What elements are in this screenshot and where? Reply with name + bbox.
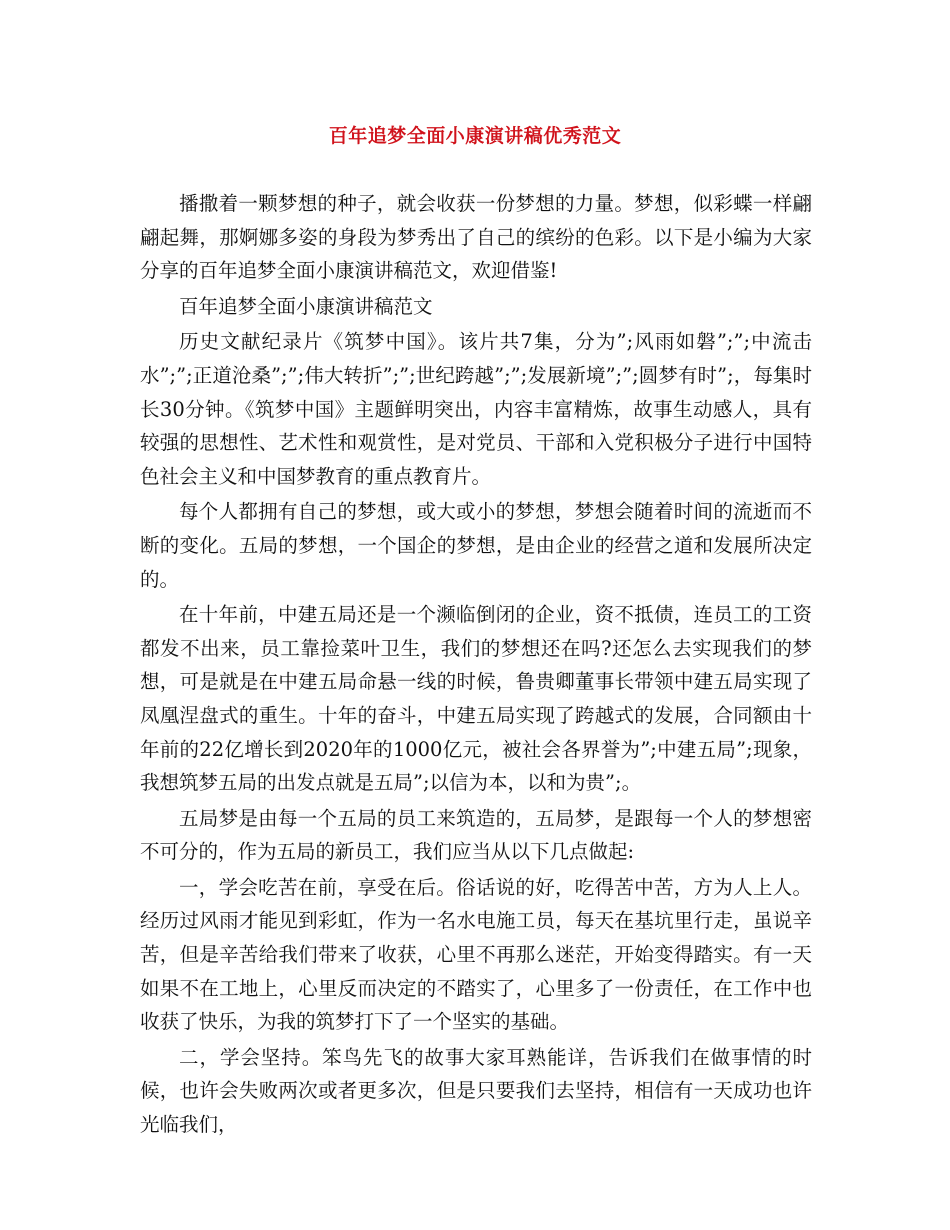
document-body [140, 187, 812, 1144]
paragraph-documentary: 历史文献纪录片《筑梦中国》。该片共7集，分为”;风雨如磐”;”;中流击水”;”;正道沧桑”;”;伟大转折”;”;世纪跨越”;”;发展新境”;”;圆梦有时”;，每集时长30分钟。《筑梦中国》主题鲜明突出，内容丰富精炼，故事生动感人，具有较强的思想性、艺术性和观赏性，是对党员、干部和入党积极分子进行中国特色社会主义和中国梦教育的重点教育片。 [140, 330, 812, 488]
paragraph-subheading: 百年追梦全面小康演讲稿范文 [179, 294, 433, 318]
document-title: 百年追梦全面小康演讲稿优秀范文 [328, 125, 622, 147]
paragraph-point-one: 一，学会吃苦在前，享受在后。俗话说的好，吃得苦中苦，方为人上人。经历过风雨才能见到彩虹，作为一名水电施工员，每天在基坑里行走，虽说辛苦，但是辛苦给我们带来了收获，心里不再那么迷茫，开始变得踏实。有一天如果不在工地上，心里反而决定的不踏实了，心里多了一份责任，在工作中也收获了快乐，为我的筑梦打下了一个坚实的基础。 [140, 875, 812, 1034]
paragraph-history: 在十年前，中建五局还是一个濒临倒闭的企业，资不抵债，连员工的工资都发不出来，员工靠捡菜叶卫生，我们的梦想还在吗?还怎么去实现我们的梦想，可是就是在中建五局命悬一线的时候，鲁贵卿董事长带领中建五局实现了凤凰涅盘式的重生。十年的奋斗，中建五局实现了跨越式的发展，合同额由十年前的22亿增长到2020年的1000亿元，被社会各界誉为”;中建五局”;现象，我想筑梦五局的出发点就是五局”;以信为本，以和为贵”;。 [140, 603, 812, 795]
paragraph-point-two: 二，学会坚持。笨鸟先飞的故事大家耳熟能详，告诉我们在做事情的时候，也许会失败两次或者更多次，但是只要我们去坚持，相信有一天成功也许光临我们， [140, 1045, 812, 1137]
paragraph-employees: 五局梦是由每一个五局的员工来筑造的，五局梦，是跟每一个人的梦想密不可分的，作为五局的新员工，我们应当从以下几点做起: [140, 806, 812, 864]
paragraph-intro: 播撒着一颗梦想的种子，就会收获一份梦想的力量。梦想，似彩蝶一样翩翩起舞，那婀娜多姿的身段为梦秀出了自己的缤纷的色彩。以下是小编为大家分享的百年追梦全面小康演讲稿范文，欢迎借鉴! [140, 192, 812, 283]
paragraph-dream: 每个人都拥有自己的梦想，或大或小的梦想，梦想会随着时间的流逝而不断的变化。五局的梦想，一个国企的梦想，是由企业的经营之道和发展所决定的。 [140, 500, 812, 591]
